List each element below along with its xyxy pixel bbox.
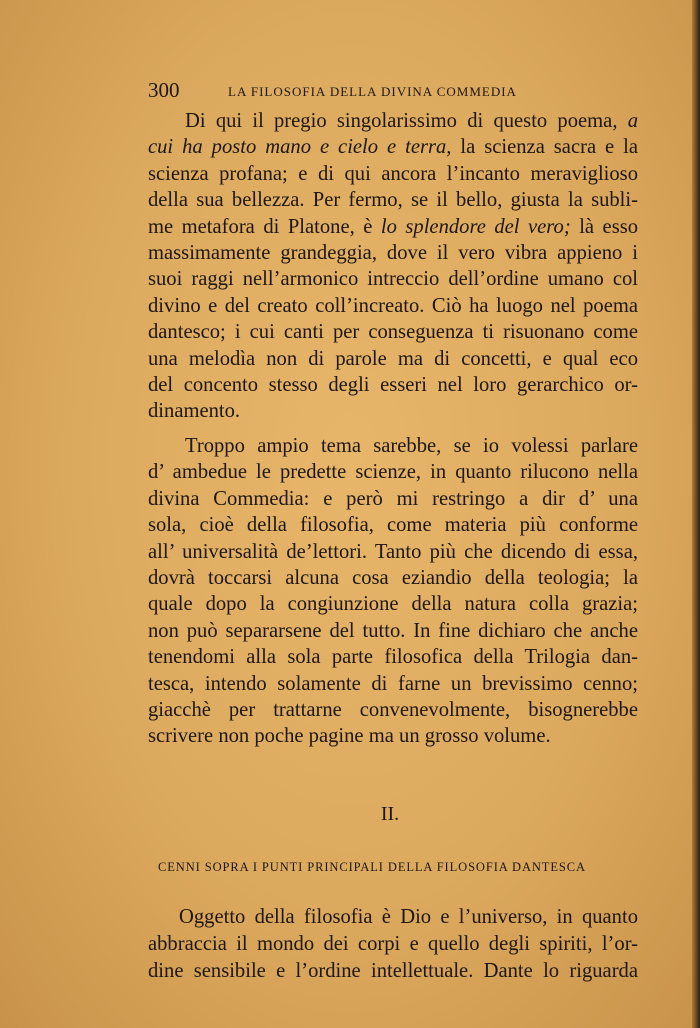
section-title: CENNI SOPRA I PUNTI PRINCIPALI DELLA FILOSOFIA DANTESCA (158, 860, 586, 874)
main-text (148, 108, 638, 750)
paragraph-1 (148, 108, 638, 425)
running-title: LA FILOSOFIA DELLA DIVINA COMMEDIA (228, 84, 517, 99)
text-line: cui ha posto mano e cielo e terra, la scienza sacra e la (148, 136, 638, 159)
text-line: sola, cioè della filosofia, come materia più conforme (148, 514, 638, 537)
text-line: dantesco; i cui canti per conseguenza ti risuonano come (148, 321, 638, 344)
text-line: d’ ambedue le predette scienze, in quanto rilucono nella (148, 461, 638, 484)
text-line: giacchè per trattarne convenevolmente, bisognerebbe (148, 698, 638, 721)
text-line: divina Commedia: e però mi restringo a dir d’ una (148, 487, 638, 510)
text-line: dinamento. (148, 400, 241, 423)
text-line: Oggetto della filosofia è Dio e l’universo, in quanto (179, 906, 638, 928)
text-line: del concento stesso degli esseri nel loro gerarchico or- (148, 374, 638, 397)
text-line: suoi raggi nell’armonico intreccio dell’ordine umano col (148, 268, 638, 291)
section-number: II. (380, 803, 400, 825)
page-header (148, 78, 568, 104)
text-line: me metafora di Platone, è lo splendore del vero; là esso (148, 215, 639, 238)
text-line: dovrà toccarsi alcuna cosa eziandio della teologia; la (148, 566, 638, 589)
text-line: una melodìa non di parole ma di concetti, e qual eco (148, 347, 638, 370)
text-line: Di qui il pregio singolarissimo di questo poema, a (185, 110, 638, 132)
text-line: tesca, intendo solamente di farne un brevissimo cenno; (148, 672, 638, 695)
text-line: non può separarsene del tutto. In fine dichiaro che anche (148, 619, 638, 642)
text-line: all’ universalità de’lettori. Tanto più che dicendo di essa, (148, 540, 638, 563)
text-line: scienza profana; e di qui ancora l’incanto meraviglioso (148, 162, 638, 185)
text-line: Troppo ampio tema sarebbe, se io volessi parlare (185, 434, 638, 457)
text-line: divino e del creato coll’increato. Ciò ha luogo nel poema (148, 294, 638, 317)
text-line: scrivere non poche pagine ma un grosso volume. (148, 725, 551, 748)
paragraph-2 (148, 433, 638, 750)
page-edge-shadow (692, 0, 700, 1028)
text-line: abbraccia il mondo dei corpi e quello degli spiriti, l’or- (148, 933, 638, 955)
paragraph-3 (148, 904, 638, 985)
text-line: tenendomi alla sola parte filosofica della Trilogia dan- (148, 646, 638, 669)
page-number: 300 (148, 78, 180, 102)
text-line: della sua bellezza. Per fermo, se il bello, giusta la subli- (148, 189, 638, 212)
text-line: dine sensibile e l’ordine intellettuale. Dante lo riguarda (148, 960, 638, 982)
text-line: quale dopo la congiunzione della natura colla grazia; (148, 593, 638, 616)
text-line: massimamente grandeggia, dove il vero vibra appieno i (148, 242, 638, 265)
